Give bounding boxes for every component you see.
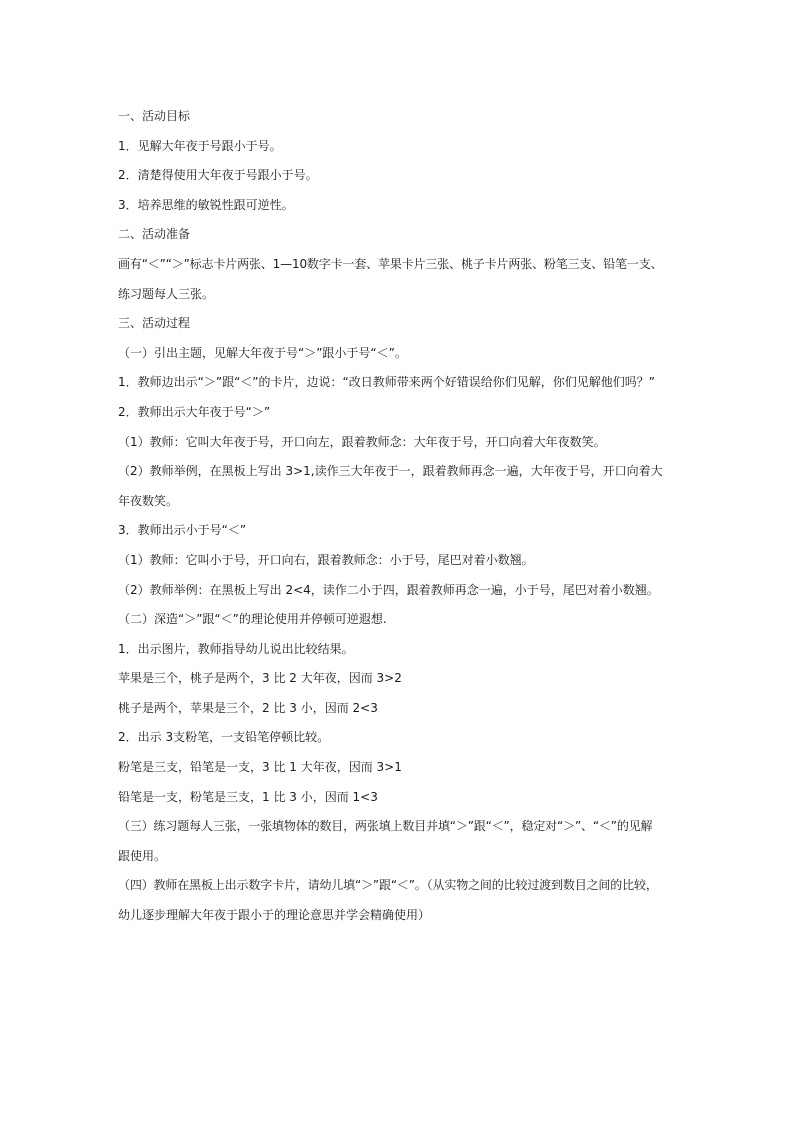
process-substep: （1）教师：它叫大年夜于号，开口向左，跟着教师念：大年夜于号，开口向着大年夜数笑。 [118, 434, 606, 449]
process-substep: （1）教师：它叫小于号，开口向右，跟着教师念：小于号，尾巴对着小数翘。 [118, 552, 534, 567]
process-subheading: （二）深造“＞”跟“＜”的理论使用并停顿可逆遐想. [118, 612, 387, 627]
process-step: 2．出示 3支粉笔，一支铅笔停顿比较。 [118, 730, 330, 745]
comparison-line: 粉笔是三支，铅笔是一支，3 比 1 大年夜，因而 3>1 [118, 760, 402, 775]
comparison-line: 桃子是两个，苹果是三个，2 比 3 小，因而 2<3 [118, 700, 378, 715]
section-heading-preparation: 二、活动准备 [118, 227, 191, 242]
process-subheading: （一）引出主题，见解大年夜于号“＞”跟小于号“＜”。 [118, 345, 407, 360]
section-heading-goals: 一、活动目标 [118, 109, 191, 123]
preparation-text-continued: 练习题每人三张。 [118, 286, 215, 301]
process-step: 1．出示图片，教师指导幼儿说出比较结果。 [118, 641, 354, 656]
process-step: 2．教师出示大年夜于号“＞” [118, 404, 271, 419]
goal-item: 1．见解大年夜于号跟小于号。 [118, 138, 282, 153]
process-subheading: （四）教师在黑板上出示数字卡片，请幼儿填“＞”跟“＜”。（从实物之间的比较过渡到数目之间的比较， [118, 878, 658, 893]
goal-item: 2．清楚得使用大年夜于号跟小于号。 [118, 168, 318, 183]
process-subheading-continued: 跟使用。 [118, 848, 167, 863]
goal-item: 3．培养思维的敏锐性跟可逆性。 [118, 197, 294, 212]
process-step: 1．教师边出示“＞”跟“＜”的卡片，边说：“改日教师带来两个好错误给你们见解，你们见解他们吗？” [118, 375, 655, 390]
process-subheading: （三）练习题每人三张，一张填物体的数目，两张填上数目并填“＞”跟“＜”，稳定对“＞”、“＜”的见解 [118, 819, 653, 834]
process-substep-continued: 年夜数笑。 [118, 493, 179, 508]
section-heading-process: 三、活动过程 [118, 316, 191, 331]
process-substep: （2）教师举例，在黑板上写出 3>1,读作三大年夜于一，跟着教师再念一遍，大年夜于号，开口向着大 [118, 464, 663, 479]
process-subheading-continued: 幼儿逐步理解大年夜于跟小于的理论意思并学会精确使用） [118, 908, 431, 923]
comparison-line: 苹果是三个，桃子是两个，3 比 2 大年夜，因而 3>2 [118, 671, 402, 686]
document-body [118, 102, 684, 931]
comparison-line: 铅笔是一支，粉笔是三支，1 比 3 小，因而 1<3 [118, 789, 378, 804]
process-substep: （2）教师举例：在黑板上写出 2<4，读作二小于四，跟着教师再念一遍，小于号，尾巴对着小数翘。 [118, 582, 659, 597]
process-step: 3．教师出示小于号“＜” [118, 523, 247, 538]
preparation-text: 画有“＜”“＞”标志卡片两张、1—10数字卡一套、苹果卡片三张、桃子卡片两张、粉笔三支、铅笔一支、 [118, 256, 663, 271]
